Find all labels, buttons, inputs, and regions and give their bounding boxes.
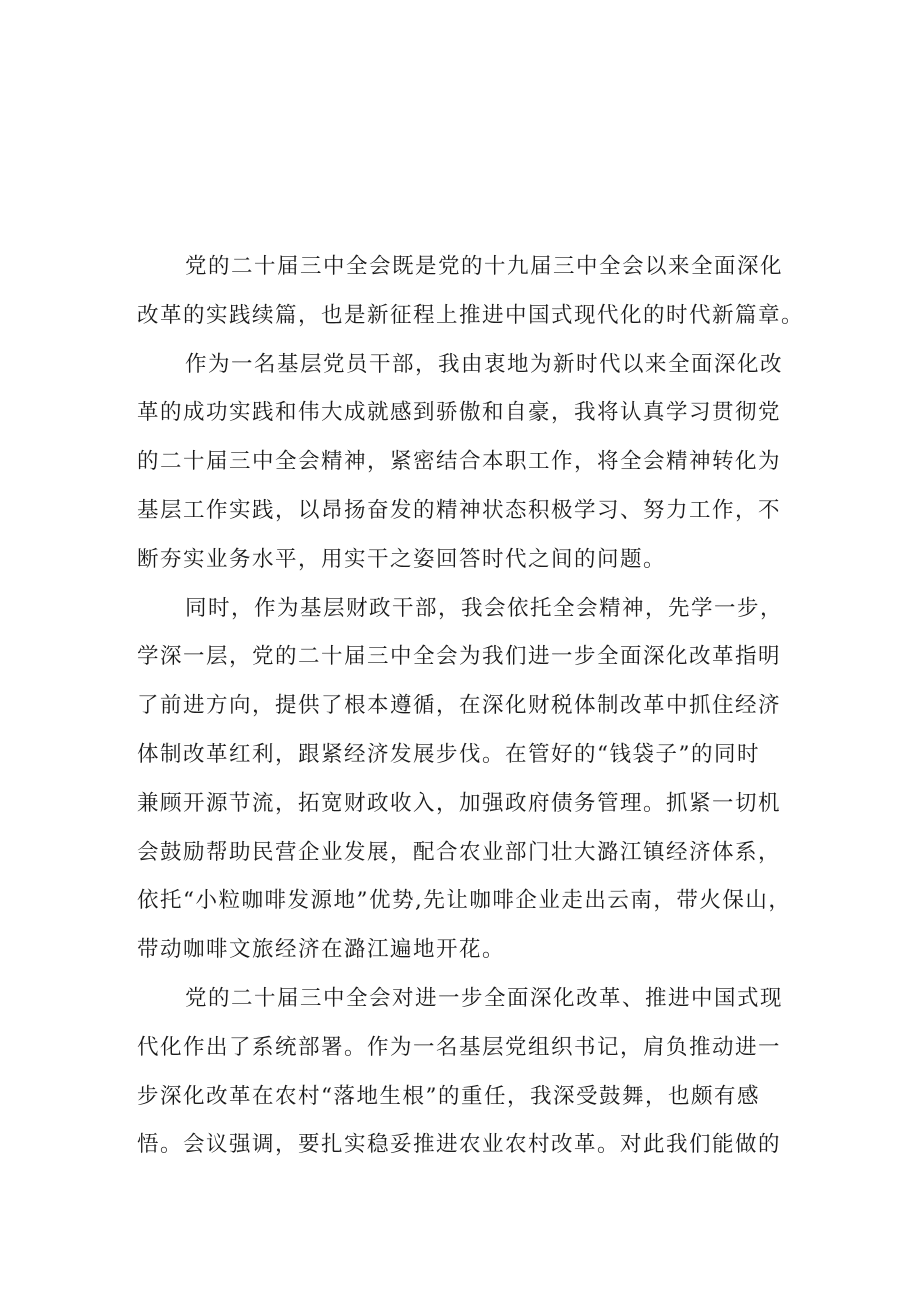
paragraph-4-line-2: 代化作出了系统部署。作为一名基层党组织书记，肩负推动进一 xyxy=(137,1034,782,1060)
paragraph-2-line-4: 基层工作实践，以昂扬奋发的精神状态积极学习、努力工作，不 xyxy=(137,497,782,523)
paragraph-4-line-4: 悟。会议强调，要扎实稳妥推进农业农村改革。对此我们能做的 xyxy=(137,1132,782,1158)
paragraph-2-line-2: 革的成功实践和伟大成就感到骄傲和自豪，我将认真学习贯彻党 xyxy=(137,400,782,426)
paragraph-3-line-4: 体制改革红利，跟紧经济发展步伐。在管好的“钱袋子”的同时 xyxy=(137,741,760,767)
document-body xyxy=(137,243,805,1170)
paragraph-4-line-3: 步深化改革在农村“落地生根”的重任，我深受鼓舞，也颇有感 xyxy=(137,1083,760,1109)
paragraph-2-line-3: 的二十届三中全会精神，紧密结合本职工作，将全会精神转化为 xyxy=(137,449,782,475)
paragraph-3-line-2: 学深一层，党的二十届三中全会为我们进一步全面深化改革指明 xyxy=(137,644,782,670)
paragraph-3-line-6: 会鼓励帮助民营企业发展，配合农业部门壮大潞江镇经济体系， xyxy=(137,839,782,865)
paragraph-2-line-5: 断夯实业务水平，用实干之姿回答时代之间的问题。 xyxy=(137,546,667,572)
paragraph-1-line-2: 改革的实践续篇，也是新征程上推进中国式现代化的时代新篇章。 xyxy=(137,302,805,328)
paragraph-3-line-7: 依托“小粒咖啡发源地”优势,先让咖啡企业走出云南，带火保山， xyxy=(137,888,792,914)
paragraph-1-line-1: 党的二十届三中全会既是党的十九届三中全会以来全面深化 xyxy=(185,254,784,279)
paragraph-2-line-1: 作为一名基层党员干部，我由衷地为新时代以来全面深化改 xyxy=(185,351,784,377)
paragraph-4-line-1: 党的二十届三中全会对进一步全面深化改革、推进中国式现 xyxy=(185,985,784,1011)
paragraph-3-line-1: 同时，作为基层财政干部，我会依托全会精神，先学一步， xyxy=(185,595,784,621)
paragraph-3-line-3: 了前进方向，提供了根本遵循，在深化财税体制改革中抓住经济 xyxy=(137,693,782,719)
paragraph-3-line-5: 兼顾开源节流，拓宽财政收入，加强政府债务管理。抓紧一切机 xyxy=(137,790,782,816)
paragraph-3-line-8: 带动咖啡文旅经济在潞江遍地开花。 xyxy=(137,937,506,963)
